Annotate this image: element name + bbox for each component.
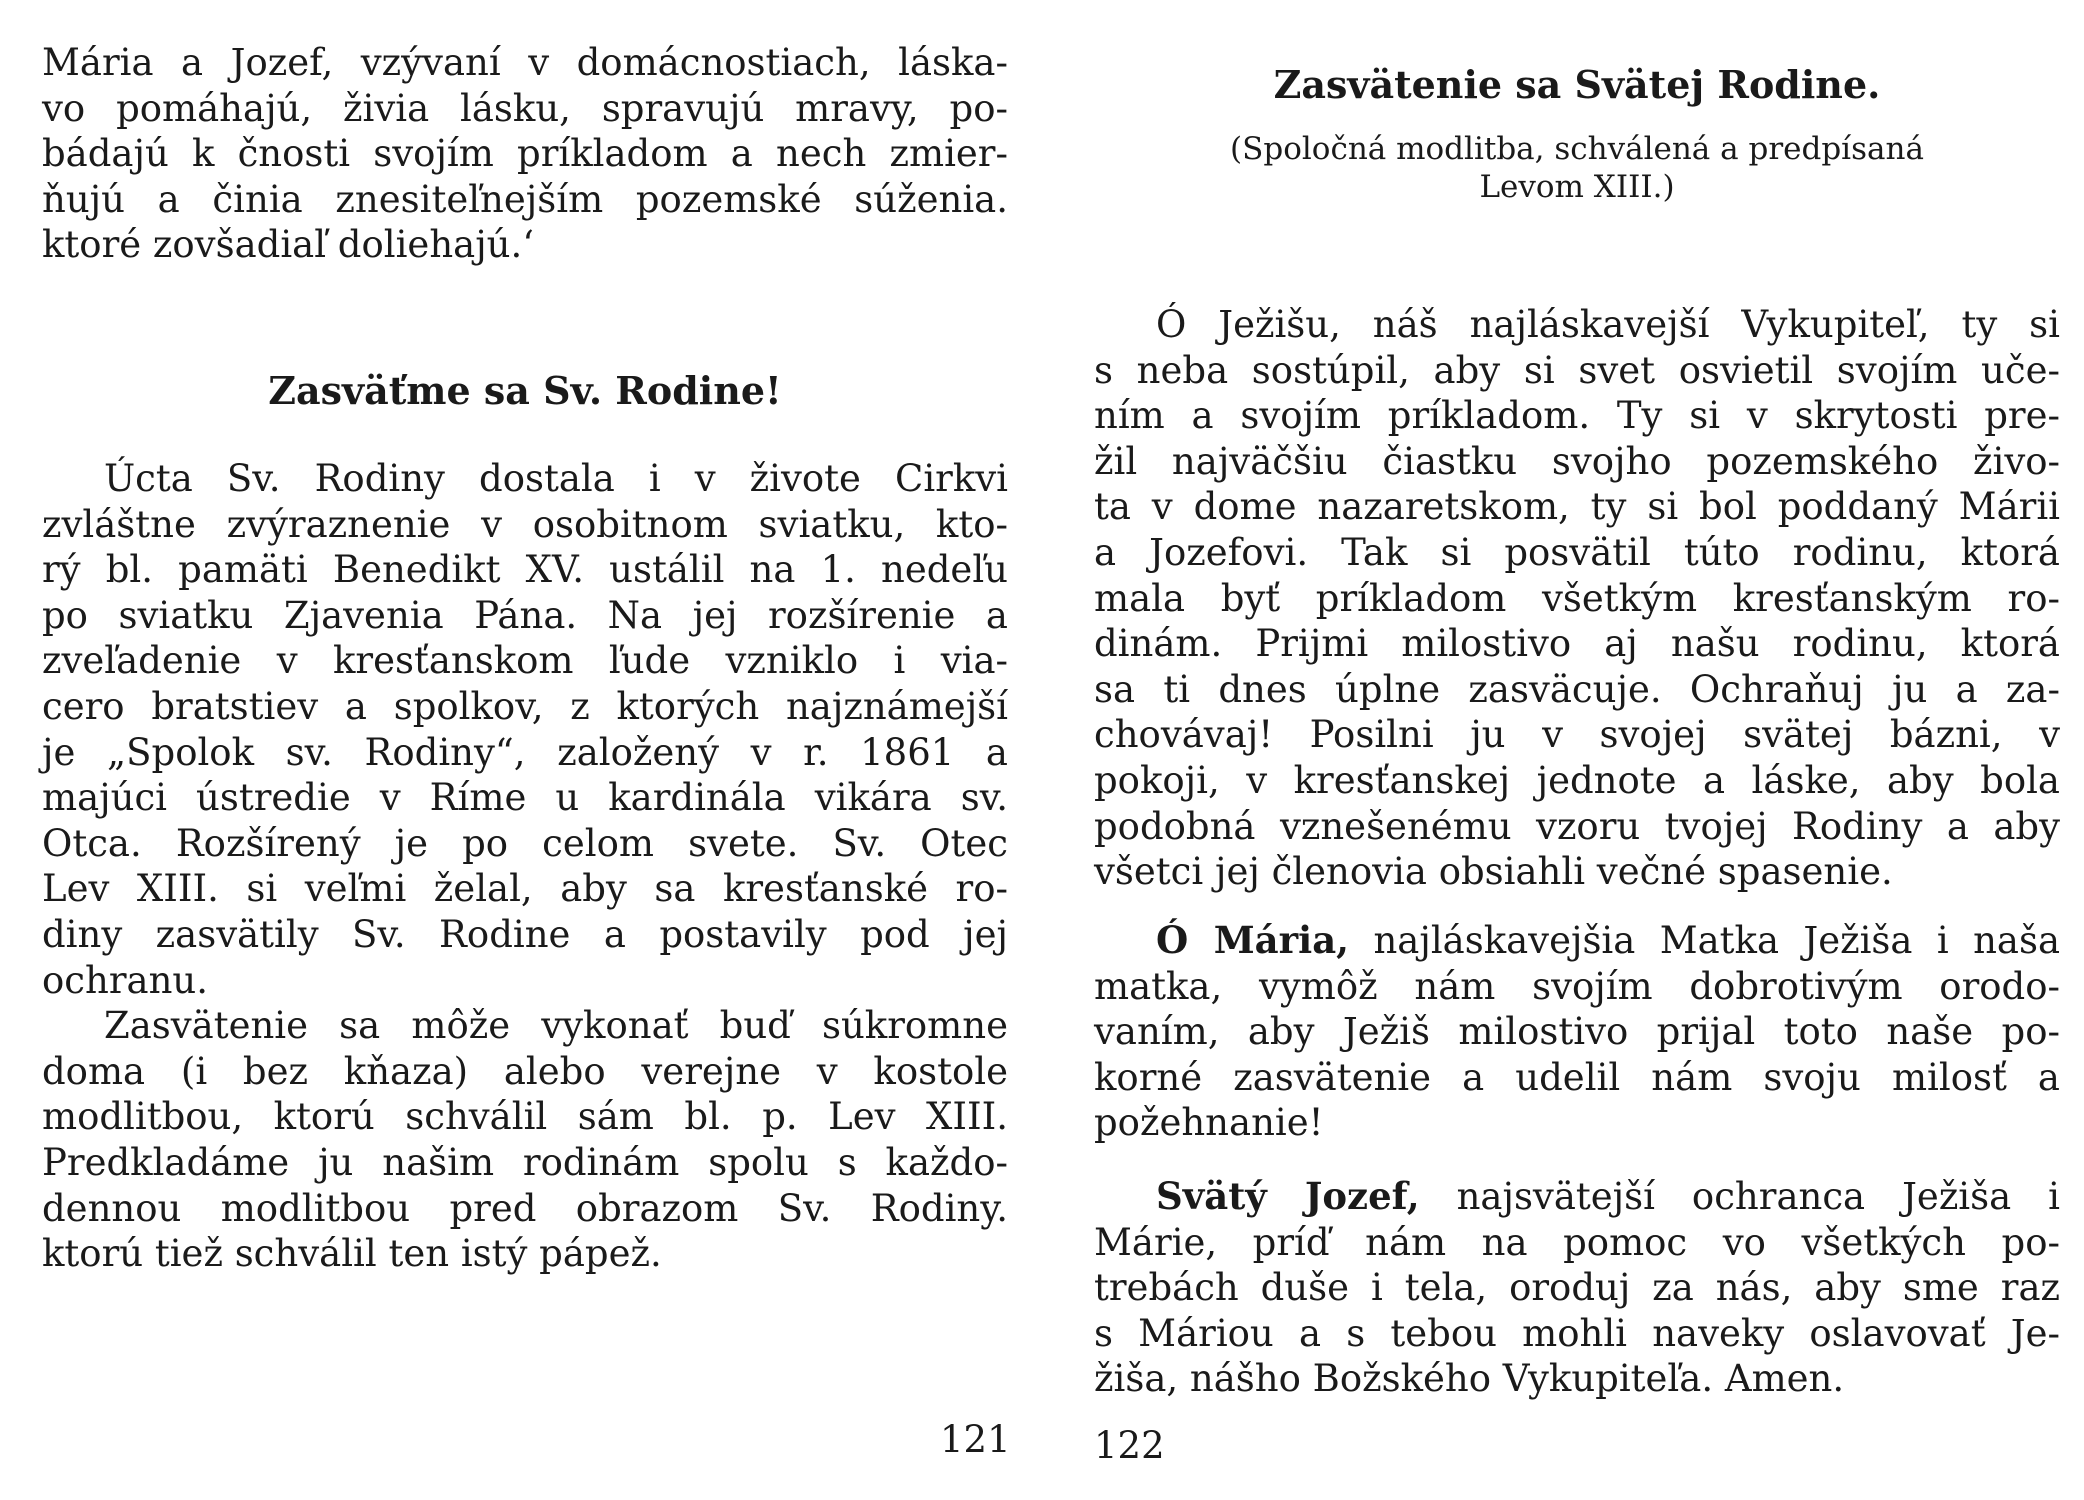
section-heading: Zasväťme sa Sv. Rodine! <box>268 368 782 413</box>
text-line: cero bratstiev a spolkov, z ktorých najznámejší <box>42 684 1008 728</box>
prayer-to-joseph <box>1094 1174 2060 1402</box>
prayer-heading: Zasvätenie sa Svätej Rodine. <box>1273 62 1881 107</box>
text-line: chovávaj! Posilni ju v svojej svätej bázni, v <box>1094 713 2060 757</box>
text-line: zvláštne zvýraznenie v osobitnom sviatku, kto- <box>42 502 1008 546</box>
text-line: mala byť príkladom všetkým kresťanským ro- <box>1094 576 2060 620</box>
invocation-joseph: Svätý Jozef, <box>1156 1174 1420 1218</box>
text-line: bádajú k čnosti svojím príkladom a nech zmier- <box>42 132 1008 176</box>
right-page <box>1042 0 2084 1500</box>
text-line: pokoji, v kresťanskej jednote a láske, aby bola <box>1094 758 2060 802</box>
text-line <box>1094 918 2060 964</box>
text-line: doma (i bez kňaza) alebo verejne v kostole <box>42 1049 1008 1093</box>
page-number: 121 <box>940 1418 1011 1461</box>
prayer-to-mary <box>1094 918 2060 1146</box>
text-line: Mária a Jozef, vzývaní v domácnostiach, láska- <box>42 41 1008 84</box>
text-line: Predkladáme ju našim rodinám spolu s každo- <box>42 1140 1008 1184</box>
text-line: ním a svojím príkladom. Ty si v skrytosti pre- <box>1094 394 2060 438</box>
paragraph-holy-family <box>42 456 1008 1277</box>
invocation-mary: Ó Mária, <box>1156 918 1350 962</box>
text-span: najláskavejšia Matka Ježiša i naša <box>1349 919 2061 962</box>
text-line: ktoré zovšadiaľ doliehajú.‘ <box>42 223 535 267</box>
text-span: najsvätejší ochranca Ježiša i <box>1419 1175 2060 1218</box>
text-line: vaním, aby Ježiš milostivo prijal toto naše po- <box>1094 1010 2060 1054</box>
text-line: trebách duše i tela, oroduj za nás, aby sme raz <box>1094 1266 2060 1310</box>
text-line: žiša, nášho Božského Vykupiteľa. Amen. <box>1094 1357 1845 1401</box>
text-line: Márie, príď nám na pomoc vo všetkých po- <box>1094 1220 2060 1264</box>
text-line: korné zasvätenie a udelil nám svoju milosť a <box>1094 1055 2060 1099</box>
text-line: žil najväčšiu čiastku svojho pozemského živo- <box>1094 439 2060 483</box>
text-line: Lev XIII. si veľmi želal, aby sa kresťanské ro- <box>42 867 1008 911</box>
prayer-to-jesus <box>1094 302 2060 895</box>
text-line: modlitbou, ktorú schválil sám bl. p. Lev XIII. <box>42 1095 1008 1139</box>
intro-paragraph <box>42 40 1008 268</box>
text-line: všetci jej členovia obsiahli večné spasenie. <box>1094 850 1893 894</box>
text-line: matka, vymôž nám svojím dobrotivým orodo- <box>1094 964 2060 1008</box>
text-line: s neba sostúpil, aby si svet osvietil svojím uče- <box>1094 348 2060 392</box>
text-line: sa ti dnes úplne zasväcuje. Ochraňuj ju a za- <box>1094 667 2060 711</box>
text-line: Úcta Sv. Rodiny dostala i v živote Cirkvi <box>104 457 1008 500</box>
section-heading-wrap <box>42 368 1008 418</box>
subheading-line: Levom XIII.) <box>1479 169 1675 205</box>
text-line <box>1094 1174 2060 1220</box>
text-line: ňujú a činia znesiteľnejším pozemské súženia. <box>42 177 1008 221</box>
text-line: Zasvätenie sa môže vykonať buď súkromne <box>104 1004 1008 1048</box>
text-line: s Máriou a s tebou mohli naveky oslavovať Je- <box>1094 1311 2060 1355</box>
text-line: rý bl. pamäti Benedikt XV. ustálil na 1. nedeľu <box>42 548 1008 592</box>
text-line: po sviatku Zjavenia Pána. Na jej rozšírenie a <box>42 593 1008 637</box>
text-line: ktorú tiež schválil ten istý pápež. <box>42 1232 662 1276</box>
text-line: ochranu. <box>42 958 208 1002</box>
text-line: podobná vznešenému vzoru tvojej Rodiny a aby <box>1094 804 2060 848</box>
prayer-heading-wrap <box>1094 62 2060 112</box>
text-line: ta v dome nazaretskom, ty si bol poddaný Márii <box>1094 485 2060 529</box>
text-line: dinám. Prijmi milostivo aj našu rodinu, ktorá <box>1094 622 2060 666</box>
text-line: majúci ústredie v Ríme u kardinála vikára sv. <box>42 776 1008 820</box>
text-line: je „Spolok sv. Rodiny“, založený v r. 1861 a <box>42 730 1008 774</box>
text-line: vo pomáhajú, živia lásku, spravujú mravy, po- <box>42 86 1008 130</box>
text-line: a Jozefovi. Tak si posvätil túto rodinu, ktorá <box>1094 530 2060 574</box>
subheading-line: (Spoločná modlitba, schválená a predpísaná <box>1230 131 1924 167</box>
text-line: Otca. Rozšírený je po celom svete. Sv. Otec <box>42 821 1008 865</box>
text-line: diny zasvätily Sv. Rodine a postavily pod jej <box>42 912 1008 956</box>
text-line: zveľadenie v kresťanskom ľude vzniklo i via- <box>42 639 1008 683</box>
prayer-subheading <box>1094 130 2060 210</box>
text-line: dennou modlitbou pred obrazom Sv. Rodiny. <box>42 1186 1008 1230</box>
text-line: Ó Ježišu, náš najláskavejší Vykupiteľ, ty si <box>1156 303 2060 346</box>
text-line: požehnanie! <box>1094 1101 1324 1145</box>
page-number: 122 <box>1094 1424 1165 1467</box>
